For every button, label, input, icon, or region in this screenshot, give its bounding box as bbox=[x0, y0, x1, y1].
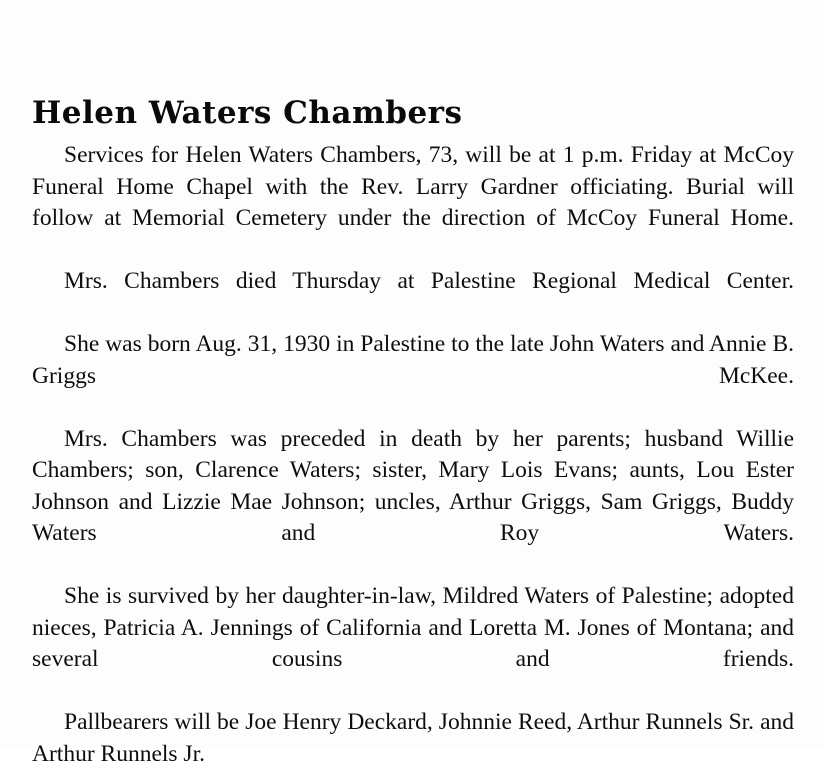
obituary-body bbox=[32, 140, 794, 770]
obituary-paragraph: Mrs. Chambers was preceded in death by her parents; husband Willie Chambers; son, Clarence Waters; sister, Mary Lois Evans; aunts, Lou Ester Johnson and Lizzie Mae Johnson; uncles, Arthur Griggs, Sam Griggs, Buddy Waters and Roy Waters. bbox=[32, 425, 794, 547]
obituary-paragraph: She is survived by her daughter-in-law, Mildred Waters of Palestine; adopted nieces, Patricia A. Jennings of California and Loretta M. Jones of Montana; and several cousins and friends. bbox=[32, 583, 794, 673]
obituary-paragraph: She was born Aug. 31, 1930 in Palestine to the late John Waters and Annie B. Griggs McKee. bbox=[32, 331, 794, 389]
page-title: Helen Waters Chambers bbox=[32, 95, 463, 131]
obituary-paragraph: Services for Helen Waters Chambers, 73, will be at 1 p.m. Friday at McCoy Funeral Home Chapel with the Rev. Larry Gardner officiating. Burial will follow at Memorial Cemetery under the direction of McCoy Funeral Home. bbox=[32, 142, 794, 232]
obituary-paragraph: Mrs. Chambers died Thursday at Palestine Regional Medical Center. bbox=[64, 268, 794, 295]
obituary-paragraph: Pallbearers will be Joe Henry Deckard, Johnnie Reed, Arthur Runnels Sr. and Arthur Runnels Jr. bbox=[32, 709, 794, 767]
